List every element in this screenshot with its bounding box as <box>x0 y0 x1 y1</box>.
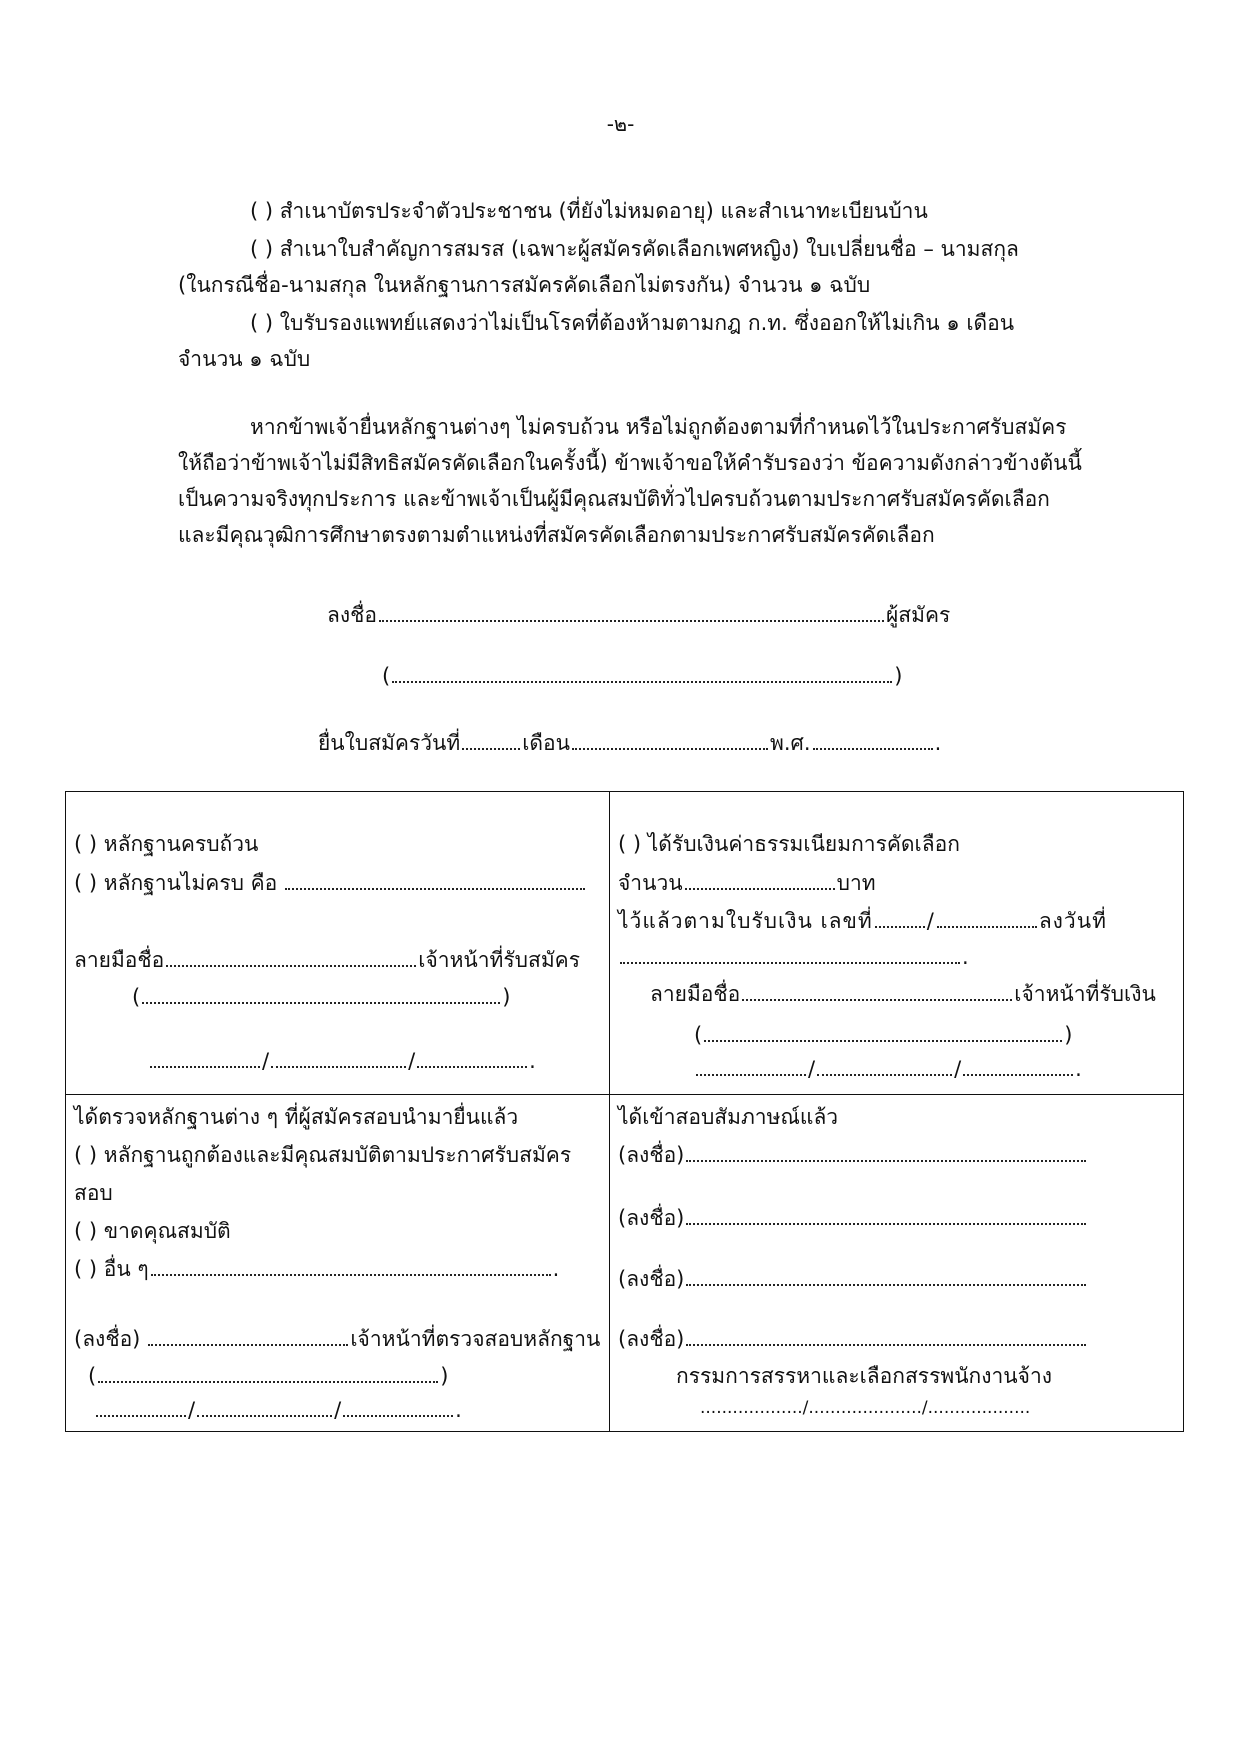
doc-item-marriage: ( ) สำเนาใบสำคัญการสมรส (เฉพาะผู้สมัครคัดเลือกเพศหญิง) ใบเปลี่ยนชื่อ – นามสกุล <box>250 236 1019 261</box>
declaration-line: หากข้าพเจ้ายื่นหลักฐานต่างๆ ไม่ครบถ้วน หรือไม่ถูกต้องตามที่กำหนดไว้ในประกาศรับสมัคร <box>250 415 1067 439</box>
incomplete-option: ( ) หลักฐานไม่ครบ คือ <box>74 871 587 896</box>
sign-label: ลงชื่อ <box>327 603 377 627</box>
declaration-paragraph <box>178 412 1108 552</box>
correct-option-cont: สอบ <box>74 1181 113 1205</box>
checked-heading: ได้ตรวจหลักฐานต่าง ๆ ที่ผู้สมัครสอบนำมายื่นแล้ว <box>74 1105 519 1129</box>
checker-sign-line: (ลงชื่อ) เจ้าหน้าที่ตรวจสอบหลักฐาน <box>74 1327 601 1351</box>
applicant-name-line: ( ) <box>382 664 903 688</box>
checker-name-field[interactable] <box>98 1380 438 1383</box>
day-field[interactable] <box>462 747 520 750</box>
cashier-name-field[interactable] <box>704 1039 1062 1042</box>
committee-sign-2: (ลงชื่อ) <box>618 1206 1088 1231</box>
other-reason-field[interactable] <box>151 1273 551 1276</box>
committee-date[interactable]: .................../...................../................... <box>700 1398 1031 1418</box>
receipt-date-line: . <box>618 945 969 970</box>
receipt-line: ไว้แล้วตามใบรับเงิน เลขที่ / ลงวันที่ <box>618 909 1107 933</box>
complete-option[interactable]: ( ) หลักฐานครบถ้วน <box>74 832 259 856</box>
declaration-line: และมีคุณวุฒิการศึกษาตรงตามตำแหน่งที่สมัครคัดเลือกตามประกาศรับสมัครคัดเลือก <box>178 522 935 547</box>
committee-sign-4: (ลงชื่อ) <box>618 1327 1088 1352</box>
fee-date-line: / / . <box>694 1057 1082 1082</box>
submit-date-line: ยื่นใบสมัครวันที่ เดือน พ.ศ. . <box>318 731 942 755</box>
receipt-date-field[interactable] <box>620 961 960 964</box>
incomplete-reason-field[interactable] <box>285 887 585 890</box>
checker-sign-field[interactable] <box>148 1343 348 1346</box>
committee-sign-3: (ลงชื่อ) <box>618 1267 1088 1292</box>
doc-item-id-card: ( ) สำเนาบัตรประจำตัวประชาชน (ที่ยังไม่หมดอายุ) และสำเนาทะเบียนบ้าน <box>250 199 928 223</box>
document-checklist <box>178 196 1108 376</box>
officer-name-field[interactable] <box>142 1001 500 1004</box>
declaration-line: เป็นความจริงทุกประการ และข้าพเจ้าเป็นผู้มีคุณสมบัติทั่วไปครบถ้วนตามประกาศรับสมัครคัดเลือก <box>178 486 1050 511</box>
doc-item-medical-cont: จำนวน ๑ ฉบับ <box>178 346 311 371</box>
interview-heading: ได้เข้าสอบสัมภาษณ์แล้ว <box>618 1105 839 1129</box>
fee-option[interactable]: ( ) ได้รับเงินค่าธรรมเนียมการคัดเลือก <box>618 832 960 856</box>
submit-date-label: ยื่นใบสมัครวันที่ <box>318 731 461 755</box>
year-field[interactable] <box>813 747 933 750</box>
applicant-sign-line <box>327 603 950 628</box>
lacking-option[interactable]: ( ) ขาดคุณสมบัติ <box>74 1219 231 1243</box>
applicant-name-field[interactable] <box>392 680 892 683</box>
declaration-line: ให้ถือว่าข้าพเจ้าไม่มีสิทธิสมัครคัดเลือกในครั้งนี้) ข้าพเจ้าขอให้คำรับรองว่า ข้อความดังกล่าวข้างต้นนี้ <box>178 450 1082 475</box>
other-option: ( ) อื่น ๆ . <box>74 1257 560 1281</box>
committee-title: กรรมการสรรหาและเลือกสรรพนักงานจ้าง <box>676 1364 1053 1388</box>
box-fee-received <box>610 792 1184 1095</box>
box-receipt-check <box>66 792 610 1095</box>
committee-sign-1: (ลงชื่อ) <box>618 1143 1088 1168</box>
officer-sign-line: ลายมือชื่อ เจ้าหน้าที่รับสมัคร <box>74 948 581 972</box>
sign-field[interactable] <box>379 619 884 622</box>
officer-name-line: ( ) <box>132 985 511 1009</box>
amount-line: จำนวน บาท <box>618 871 876 895</box>
doc-item-medical: ( ) ใบรับรองแพทย์แสดงว่าไม่เป็นโรคที่ต้องห้ามตามกฎ ก.ท. ซึ่งออกให้ไม่เกิน ๑ เดือน <box>250 310 1015 335</box>
checker-name-line: ( ) <box>88 1364 449 1388</box>
officer-sign-field[interactable] <box>166 964 416 967</box>
month-field[interactable] <box>572 747 768 750</box>
applicant-label: ผู้สมัคร <box>886 603 951 627</box>
month-label: เดือน <box>522 731 571 755</box>
official-use-table <box>65 791 1184 1432</box>
date-line: / / . <box>148 1049 536 1074</box>
correct-option[interactable]: ( ) หลักฐานถูกต้องและมีคุณสมบัติตามประกาศรับสมัคร <box>74 1143 572 1167</box>
box-evidence-check <box>66 1095 610 1432</box>
cashier-name-line: ( ) <box>694 1023 1073 1047</box>
doc-item-marriage-cont: (ในกรณีชื่อ-นามสกุล ในหลักฐานการสมัครคัดเลือกไม่ตรงกัน) จำนวน ๑ ฉบับ <box>178 272 871 297</box>
page-number: -๒- <box>606 112 635 136</box>
cashier-sign-field[interactable] <box>742 998 1012 1001</box>
year-label: พ.ศ. <box>770 731 811 755</box>
box-interview <box>610 1095 1184 1432</box>
checker-date-line: / / . <box>94 1398 462 1423</box>
cashier-sign-line: ลายมือชื่อ เจ้าหน้าที่รับเงิน <box>650 982 1156 1006</box>
amount-field[interactable] <box>685 887 835 890</box>
